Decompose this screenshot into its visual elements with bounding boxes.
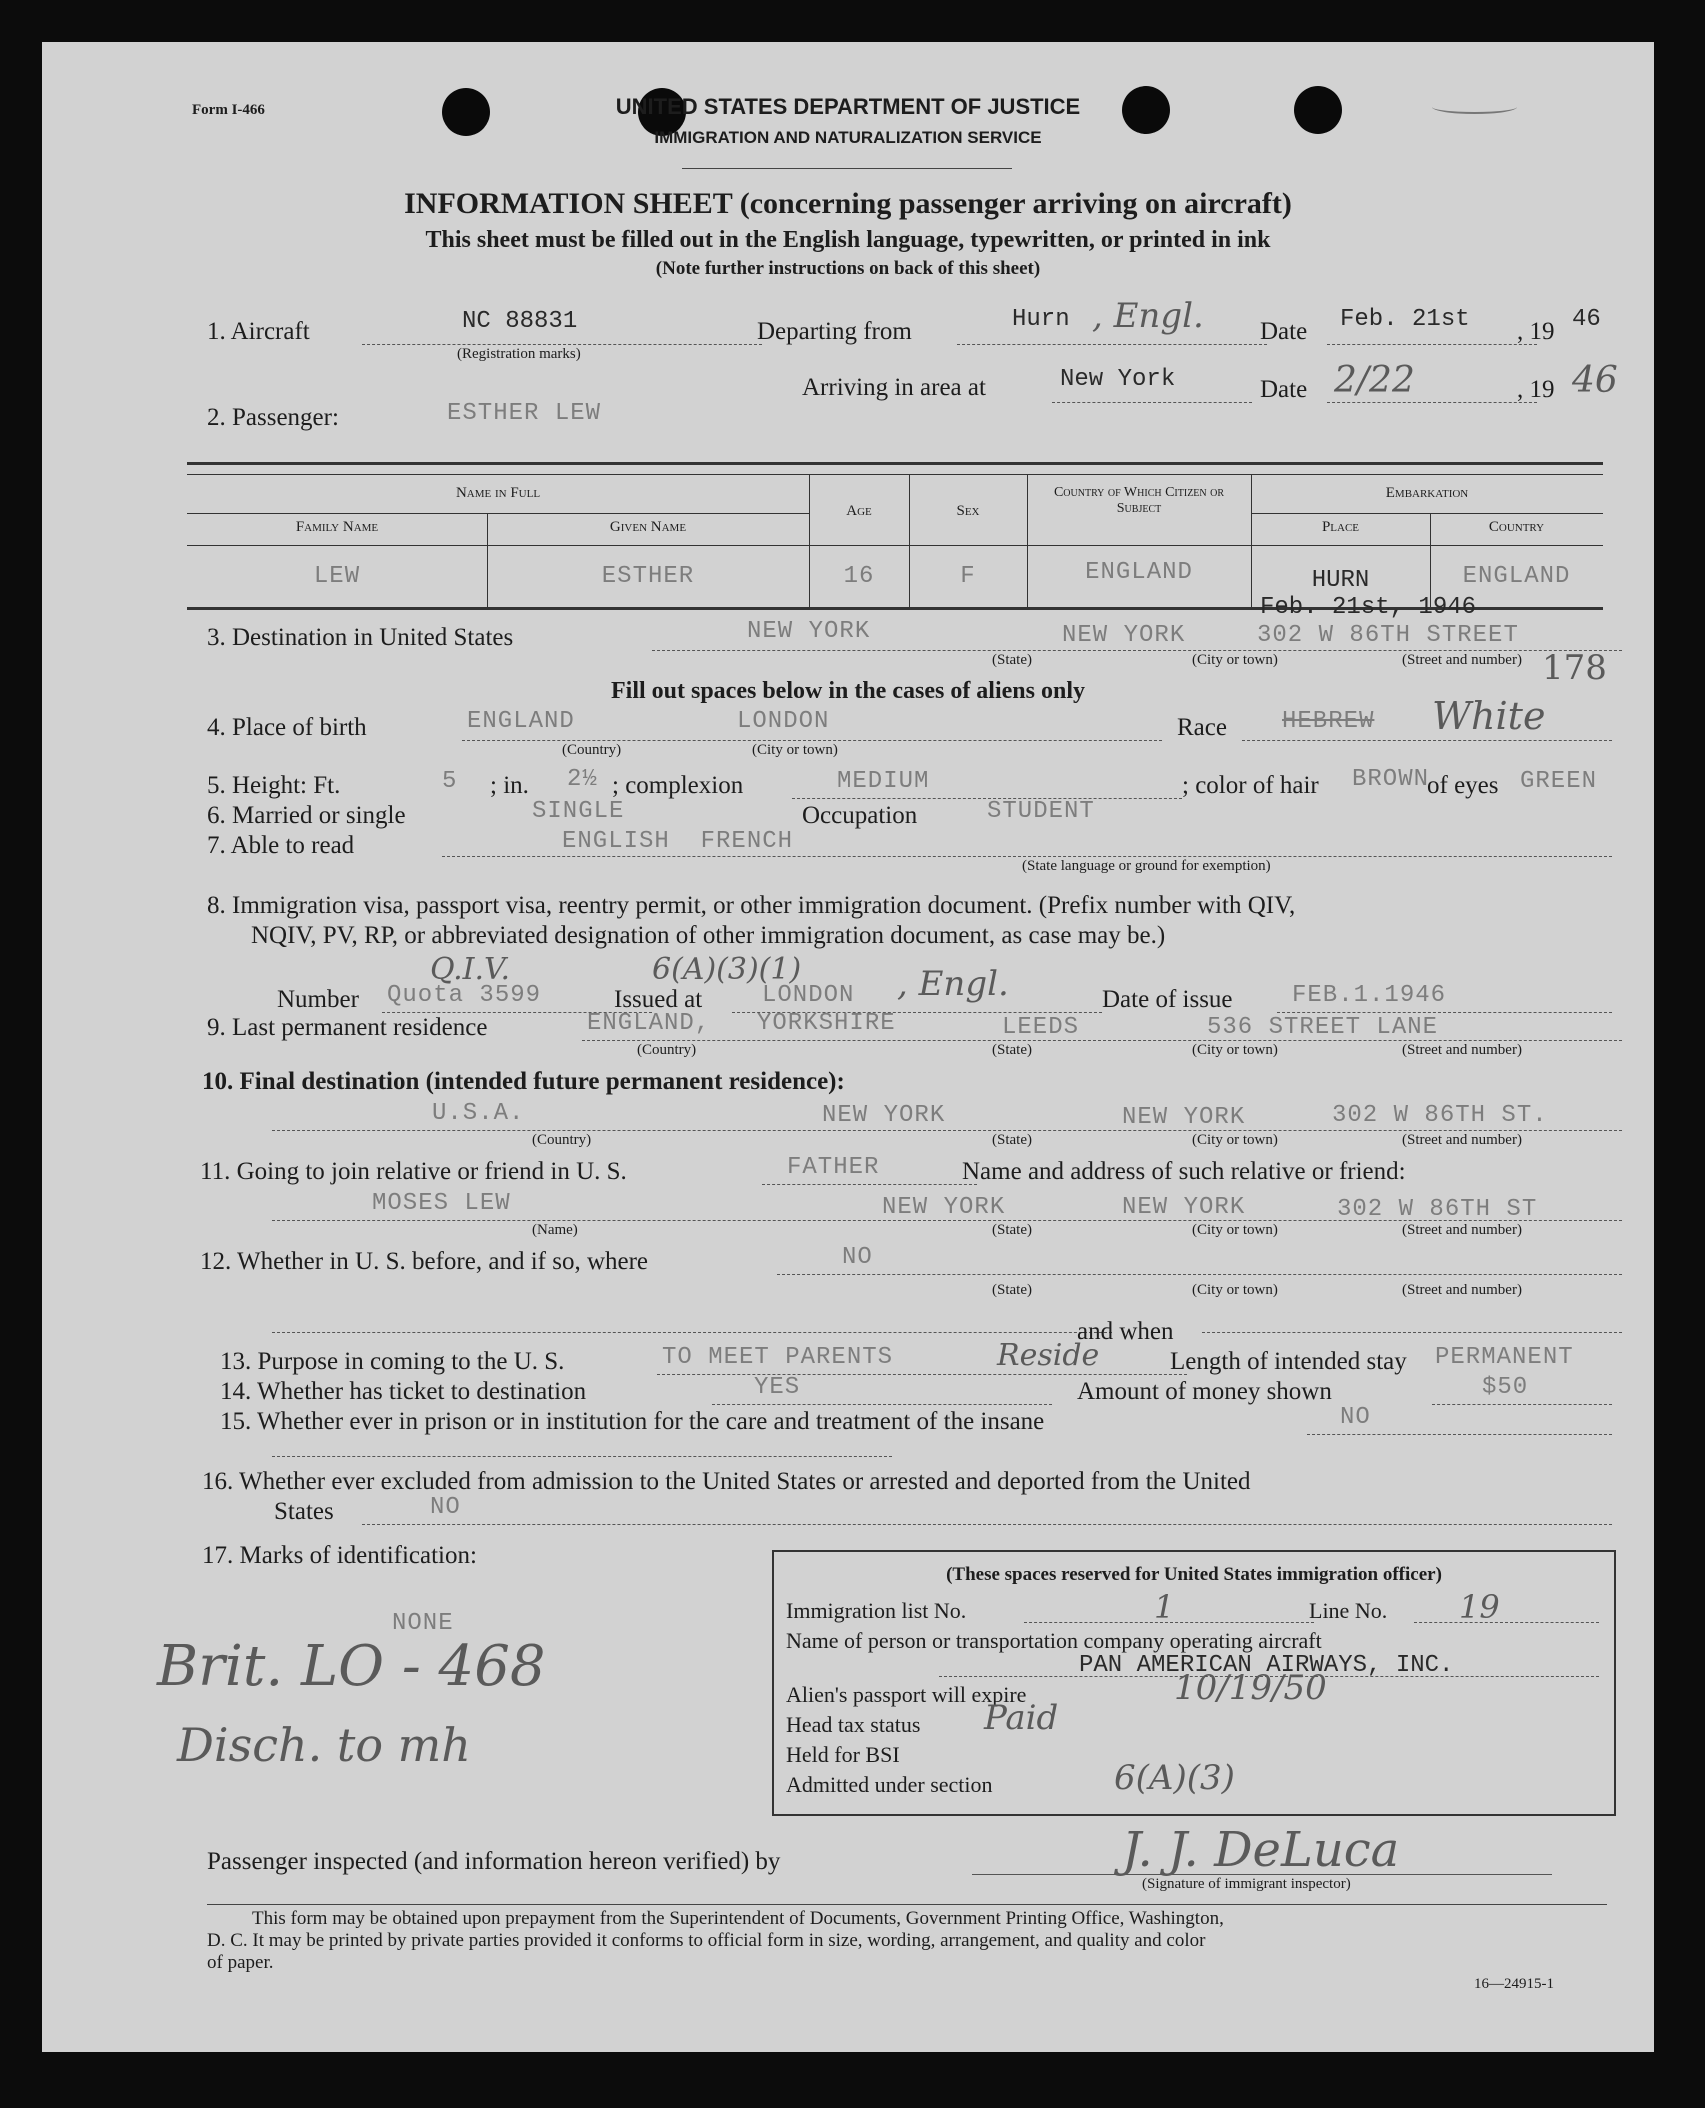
- caption-street: (Street and number): [1402, 1132, 1522, 1148]
- footer-rule: [207, 1904, 1607, 1905]
- embark-country-value: ENGLAND: [1462, 563, 1571, 590]
- departing-value: Hurn: [1012, 306, 1070, 333]
- field-line: [462, 740, 1162, 741]
- form-code: 16—24915-1: [1474, 1976, 1554, 1992]
- passenger-table: [187, 462, 1603, 610]
- relative-name: MOSES LEW: [372, 1190, 511, 1217]
- citizen-header: Country of Which Citizen or Subject: [1053, 485, 1225, 516]
- year-prefix: , 19: [1517, 376, 1555, 403]
- line-no-label: Line No.: [1309, 1598, 1388, 1623]
- field-line: [652, 650, 1622, 651]
- final-destination-country: U.S.A.: [432, 1100, 525, 1127]
- aircraft-label: 1. Aircraft: [207, 318, 310, 345]
- field-line: [1327, 402, 1537, 403]
- caption-city: (City or town): [1192, 652, 1278, 668]
- header-rule: [682, 168, 1012, 169]
- given-name-value: ESTHER: [601, 563, 695, 590]
- stay-value: PERMANENT: [1435, 1344, 1574, 1371]
- excluded-label-line1: 16. Whether ever excluded from admission to the United States or arrested and deported from the United: [202, 1468, 1251, 1495]
- occupation-value: STUDENT: [987, 798, 1095, 825]
- pen-mark: [1432, 100, 1517, 114]
- service-name: IMMIGRATION AND NATURALIZATION SERVICE: [654, 128, 1042, 147]
- depart-date: Feb. 21st: [1340, 306, 1470, 333]
- date-label: Date: [1260, 376, 1308, 403]
- passenger-label: 2. Passenger:: [207, 404, 339, 431]
- visa-text-line2: NQIV, PV, RP, or abbreviated designation of other immigration document, as case may be.): [251, 922, 1166, 949]
- arrive-year: 46: [1572, 360, 1618, 401]
- caption-city: (City or town): [1192, 1282, 1278, 1298]
- age-header: Age: [846, 503, 872, 519]
- read-caption: (State language or ground for exemption): [1022, 858, 1271, 874]
- date-of-issue-label: Date of issue: [1102, 986, 1233, 1013]
- hair-label: ; color of hair: [1182, 772, 1319, 799]
- department-name: UNITED STATES DEPARTMENT OF JUSTICE: [615, 94, 1081, 119]
- last-residence-state: YORKSHIRE: [757, 1010, 896, 1037]
- field-line: [1432, 1404, 1612, 1405]
- caption-city: (City or town): [752, 742, 838, 758]
- sheet-note: (Note further instructions on back of this sheet): [655, 258, 1041, 279]
- issued-handwritten: , Engl.: [897, 964, 1009, 1004]
- inspector-signature: J. J. DeLuca: [1122, 1822, 1400, 1878]
- prison-value: NO: [1340, 1404, 1371, 1431]
- hair-value: BROWN: [1352, 766, 1430, 793]
- field-line: [657, 1374, 1187, 1375]
- field-line: [362, 1524, 1612, 1525]
- issued-label: Issued at: [614, 986, 703, 1013]
- country-header: Country: [1488, 519, 1545, 535]
- money-value: $50: [1482, 1374, 1529, 1401]
- issued-value: LONDON: [762, 982, 855, 1009]
- race-label: Race: [1177, 714, 1227, 741]
- caption-street: (Street and number): [1402, 1222, 1522, 1238]
- destination-city: NEW YORK: [1062, 622, 1186, 649]
- final-destination-state: NEW YORK: [822, 1102, 946, 1129]
- bsi-label: Held for BSI: [786, 1742, 900, 1767]
- embarkation-header: Embarkation: [1385, 485, 1469, 501]
- read-value: ENGLISH FRENCH: [562, 828, 794, 855]
- family-name-header: Family Name: [295, 519, 379, 535]
- purpose-value: TO MEET PARENTS: [662, 1344, 894, 1371]
- field-line: [1202, 1332, 1622, 1333]
- field-line: [1242, 740, 1612, 741]
- destination-street: 302 W 86TH STREET: [1257, 622, 1519, 649]
- registration-caption: (Registration marks): [457, 346, 581, 362]
- sheet-subtitle: This sheet must be filled out in the English language, typewritten, or printed in ink: [425, 227, 1271, 253]
- departing-label: Departing from: [757, 318, 912, 345]
- ticket-label: 14. Whether has ticket to destination: [220, 1378, 587, 1405]
- caption-street: (Street and number): [1402, 1282, 1522, 1298]
- caption-country: (Country): [637, 1042, 697, 1058]
- field-line: [582, 1040, 1622, 1041]
- field-line: [272, 1130, 1622, 1131]
- handwritten-number: 178: [1542, 648, 1607, 688]
- caption-country: (Country): [532, 1132, 592, 1148]
- section-label: Admitted under section: [786, 1772, 993, 1797]
- line-no-value: 19: [1459, 1588, 1500, 1626]
- family-name-value: LEW: [313, 563, 361, 590]
- height-label: 5. Height: Ft.: [207, 772, 341, 799]
- prison-label: 15. Whether ever in prison or in institution for the care and treatment of the insane: [220, 1408, 1045, 1435]
- given-name-header: Given Name: [609, 519, 687, 535]
- marks-label: 17. Marks of identification:: [202, 1542, 477, 1569]
- caption-city: (City or town): [1192, 1132, 1278, 1148]
- field-line: [1307, 1434, 1612, 1435]
- inspected-label: Passenger inspected (and information hereon verified) by: [207, 1848, 781, 1875]
- caption-city: (City or town): [1192, 1222, 1278, 1238]
- footer-notice-line1: This form may be obtained upon prepayment from the Superintendent of Documents, Government Printing Office, Washington,: [252, 1908, 1224, 1929]
- signature-caption: (Signature of immigrant inspector): [1142, 1876, 1351, 1892]
- caption-state: (State): [992, 1042, 1032, 1058]
- relative-state: NEW YORK: [882, 1194, 1006, 1221]
- last-residence-city: LEEDS: [1002, 1014, 1080, 1041]
- company-value: PAN AMERICAN AIRWAYS, INC.: [1079, 1652, 1454, 1679]
- date-stamp: Feb. 21st, 1946: [1260, 594, 1477, 621]
- field-line: [272, 1332, 1112, 1333]
- caption-name: (Name): [532, 1222, 578, 1238]
- destination-state: NEW YORK: [747, 618, 871, 645]
- relative-address-label: Name and address of such relative or friend:: [962, 1158, 1406, 1185]
- arriving-value: New York: [1060, 366, 1176, 393]
- caption-state: (State): [992, 1222, 1032, 1238]
- visa-number: Quota 3599: [387, 982, 542, 1009]
- birth-label: 4. Place of birth: [207, 714, 367, 741]
- eyes-value: GREEN: [1520, 768, 1598, 795]
- list-no-value: 1: [1154, 1588, 1175, 1626]
- aircraft-value: NC 88831: [462, 308, 578, 335]
- money-label: Amount of money shown: [1077, 1378, 1332, 1405]
- officer-box: [772, 1550, 1616, 1816]
- height-in: 2½: [567, 766, 598, 793]
- when-label: and when: [1077, 1318, 1174, 1345]
- height-ft: 5: [442, 768, 458, 795]
- field-line: [762, 1184, 977, 1185]
- depart-year: 46: [1572, 306, 1601, 333]
- field-line: [712, 1404, 1052, 1405]
- field-line: [1414, 1622, 1599, 1623]
- name-in-full-header: Name in Full: [455, 485, 541, 501]
- caption-street: (Street and number): [1402, 1042, 1522, 1058]
- marks-handwritten-1: Brit. LO - 468: [157, 1634, 546, 1699]
- field-line: [777, 1274, 1622, 1275]
- occupation-label: Occupation: [802, 802, 918, 829]
- caption-country: (Country): [562, 742, 622, 758]
- visa-text-line1: 8. Immigration visa, passport visa, reentry permit, or other immigration document. (Prefix number with QIV,: [207, 892, 1296, 919]
- previous-visit-label: 12. Whether in U. S. before, and if so, where: [200, 1248, 649, 1275]
- relative-city: NEW YORK: [1122, 1194, 1246, 1221]
- officer-box-title: (These spaces reserved for United States immigration officer): [946, 1564, 1442, 1585]
- date-label: Date: [1260, 318, 1308, 345]
- arriving-label: Arriving in area at: [802, 374, 986, 401]
- field-line: [1277, 1012, 1612, 1013]
- departing-handwritten: , Engl.: [1092, 296, 1204, 336]
- aliens-note: Fill out spaces below in the cases of aliens only: [610, 678, 1085, 704]
- final-destination-label: 10. Final destination (intended future permanent residence):: [202, 1068, 845, 1095]
- year-prefix: , 19: [1517, 318, 1555, 345]
- complexion-label: ; complexion: [612, 772, 744, 799]
- field-line: [272, 1456, 892, 1457]
- join-relative-label: 11. Going to join relative or friend in U. S.: [200, 1158, 627, 1185]
- marks-handwritten-2: Disch. to mh: [177, 1718, 471, 1772]
- final-destination-street: 302 W 86TH ST.: [1332, 1102, 1548, 1129]
- ticket-value: YES: [754, 1374, 801, 1401]
- age-value: 16: [843, 563, 875, 590]
- visa-number-label: Number: [277, 986, 359, 1013]
- footer-notice-line2: D. C. It may be printed by private parties provided it conforms to official form in size, wording, arrangement, and quality and color: [207, 1930, 1206, 1951]
- citizen-value: ENGLAND: [1085, 559, 1193, 586]
- passport-label: Alien's passport will expire: [786, 1682, 1027, 1707]
- sex-value: F: [960, 563, 976, 590]
- excluded-value: NO: [430, 1494, 461, 1521]
- join-relative-value: FATHER: [787, 1154, 880, 1181]
- purpose-label: 13. Purpose in coming to the U. S.: [220, 1348, 565, 1375]
- list-no-label: Immigration list No.: [786, 1598, 967, 1623]
- field-line: [1327, 344, 1537, 345]
- stay-label: Length of intended stay: [1170, 1348, 1407, 1375]
- relative-street: 302 W 86TH ST: [1337, 1196, 1538, 1223]
- race-struck: HEBREW: [1282, 708, 1375, 735]
- purpose-handwritten: Reside: [997, 1338, 1100, 1373]
- passport-value: 10/19/50: [1174, 1668, 1327, 1708]
- final-destination-city: NEW YORK: [1122, 1104, 1246, 1131]
- complexion-value: MEDIUM: [837, 768, 930, 795]
- field-line: [362, 344, 762, 345]
- visa-handwritten-qiv: Q.I.V.: [430, 952, 510, 987]
- caption-state: (State): [992, 1282, 1032, 1298]
- visa-handwritten-section: 6(A)(3)(1): [652, 952, 802, 987]
- tax-label: Head tax status: [786, 1712, 921, 1737]
- married-value: SINGLE: [532, 798, 625, 825]
- last-residence-country: ENGLAND,: [587, 1010, 711, 1037]
- destination-label: 3. Destination in United States: [207, 624, 514, 651]
- sex-header: Sex: [956, 503, 980, 519]
- last-residence-street: 536 STREET LANE: [1207, 1014, 1439, 1041]
- section-value: 6(A)(3): [1114, 1758, 1235, 1798]
- date-of-issue-value: FEB.1.1946: [1292, 982, 1447, 1009]
- last-residence-label: 9. Last permanent residence: [207, 1014, 488, 1041]
- married-label: 6. Married or single: [207, 802, 406, 829]
- read-label: 7. Able to read: [207, 832, 355, 859]
- embark-place-value: HURN: [1311, 567, 1370, 594]
- marks-value: NONE: [392, 1610, 454, 1637]
- footer-notice-line3: of paper.: [207, 1952, 274, 1973]
- eyes-label: of eyes: [1427, 772, 1499, 799]
- height-in-label: ; in.: [490, 772, 529, 799]
- birth-country: ENGLAND: [467, 708, 575, 735]
- company-label: Name of person or transportation company operating aircraft: [786, 1628, 1322, 1653]
- field-line: [442, 856, 1612, 857]
- tax-value: Paid: [984, 1698, 1059, 1738]
- caption-state: (State): [992, 1132, 1032, 1148]
- excluded-label-line2: States: [274, 1498, 334, 1525]
- field-line: [957, 344, 1267, 345]
- information-sheet: [42, 42, 1654, 2052]
- arrive-date: 2/22: [1334, 360, 1415, 401]
- caption-city: (City or town): [1192, 1042, 1278, 1058]
- field-line: [1052, 402, 1252, 403]
- sheet-title: INFORMATION SHEET (concerning passenger arriving on aircraft): [404, 187, 1292, 220]
- race-handwritten: White: [1432, 694, 1546, 738]
- place-header: Place: [1321, 519, 1360, 535]
- previous-visit-value: NO: [842, 1244, 873, 1271]
- caption-state: (State): [992, 652, 1032, 668]
- form-number: Form I-466: [192, 102, 265, 118]
- caption-street: (Street and number): [1402, 652, 1522, 668]
- birth-city: LONDON: [737, 708, 830, 735]
- passenger-name: ESTHER LEW: [447, 400, 602, 427]
